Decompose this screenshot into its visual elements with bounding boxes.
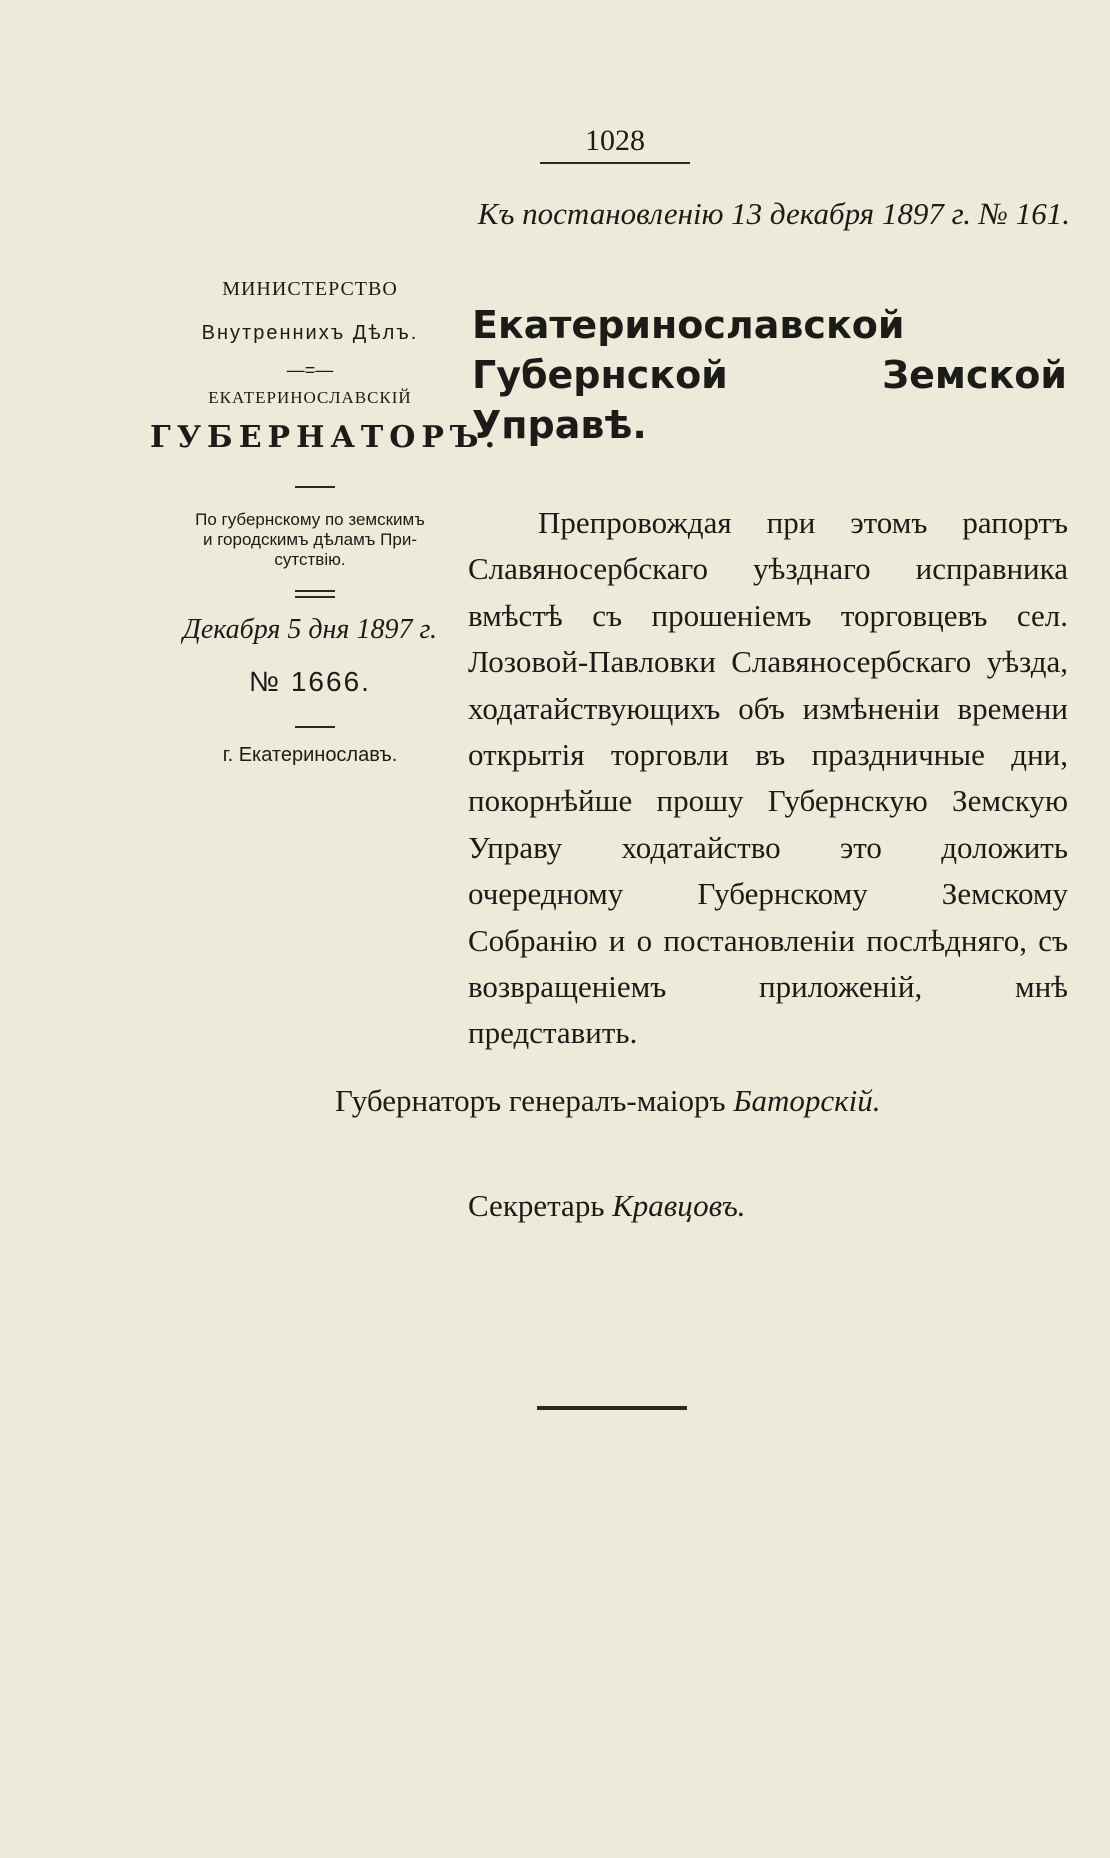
signature-title: Губернаторъ генералъ-маіоръ xyxy=(335,1083,726,1118)
addressee-heading: Екатеринославской Губернской Земской Управѣ. xyxy=(472,303,1067,447)
divider xyxy=(295,726,335,728)
closing-rule xyxy=(537,1406,687,1410)
secretary-title: Секретарь xyxy=(468,1188,605,1223)
secretary-name: Кравцовъ. xyxy=(612,1188,746,1223)
signature-name: Баторскій. xyxy=(733,1083,881,1118)
presence-line: и городскимъ дѣламъ При- xyxy=(202,530,417,549)
page-number: 1028 xyxy=(585,124,645,157)
presence-note xyxy=(150,510,470,570)
letter-body: Препровождая при этомъ рапортъ Славяносербскаго уѣзднаго исправника вмѣстѣ съ прошеніемъ торговцевъ сел. Лозовой-Павловки Славяносербскаго уѣзда, ходатайствующихъ объ измѣненіи времени открытія торговли въ праздничные дни, покорнѣйше прошу Губернскую Земскую Управу ходатайство это доложить очередному Губернскому Земскому Собранію и о постановленіи послѣдняго, съ возвращеніемъ приложеній, мнѣ представить. xyxy=(468,505,1068,1051)
governor-region: ЕКАТЕРИНОСЛАВСКІЙ xyxy=(208,388,412,407)
city-line: г. Екатеринославъ. xyxy=(222,744,398,766)
signature-line xyxy=(335,1083,881,1119)
decorative-dash: —=— xyxy=(286,360,334,380)
ministry-heading: МИНИСТЕРСТВО xyxy=(222,278,398,300)
presence-line: сутствію. xyxy=(274,550,346,569)
presence-line: По губернскому по земскимъ xyxy=(195,510,425,529)
double-divider xyxy=(295,590,335,598)
header-rule xyxy=(540,162,690,164)
document-date: Декабря 5 дня 1897 г. xyxy=(183,614,437,645)
divider xyxy=(295,486,335,488)
ministry-subheading: Внутреннихъ Дѣлъ. xyxy=(201,322,419,344)
governor-title: ГУБЕРНАТОРЪ. xyxy=(150,420,502,455)
reference-line: Къ постановленію 13 декабря 1897 г. № 161. xyxy=(477,196,1070,231)
document-number: № 1666. xyxy=(249,666,371,697)
secretary-line xyxy=(468,1188,746,1224)
